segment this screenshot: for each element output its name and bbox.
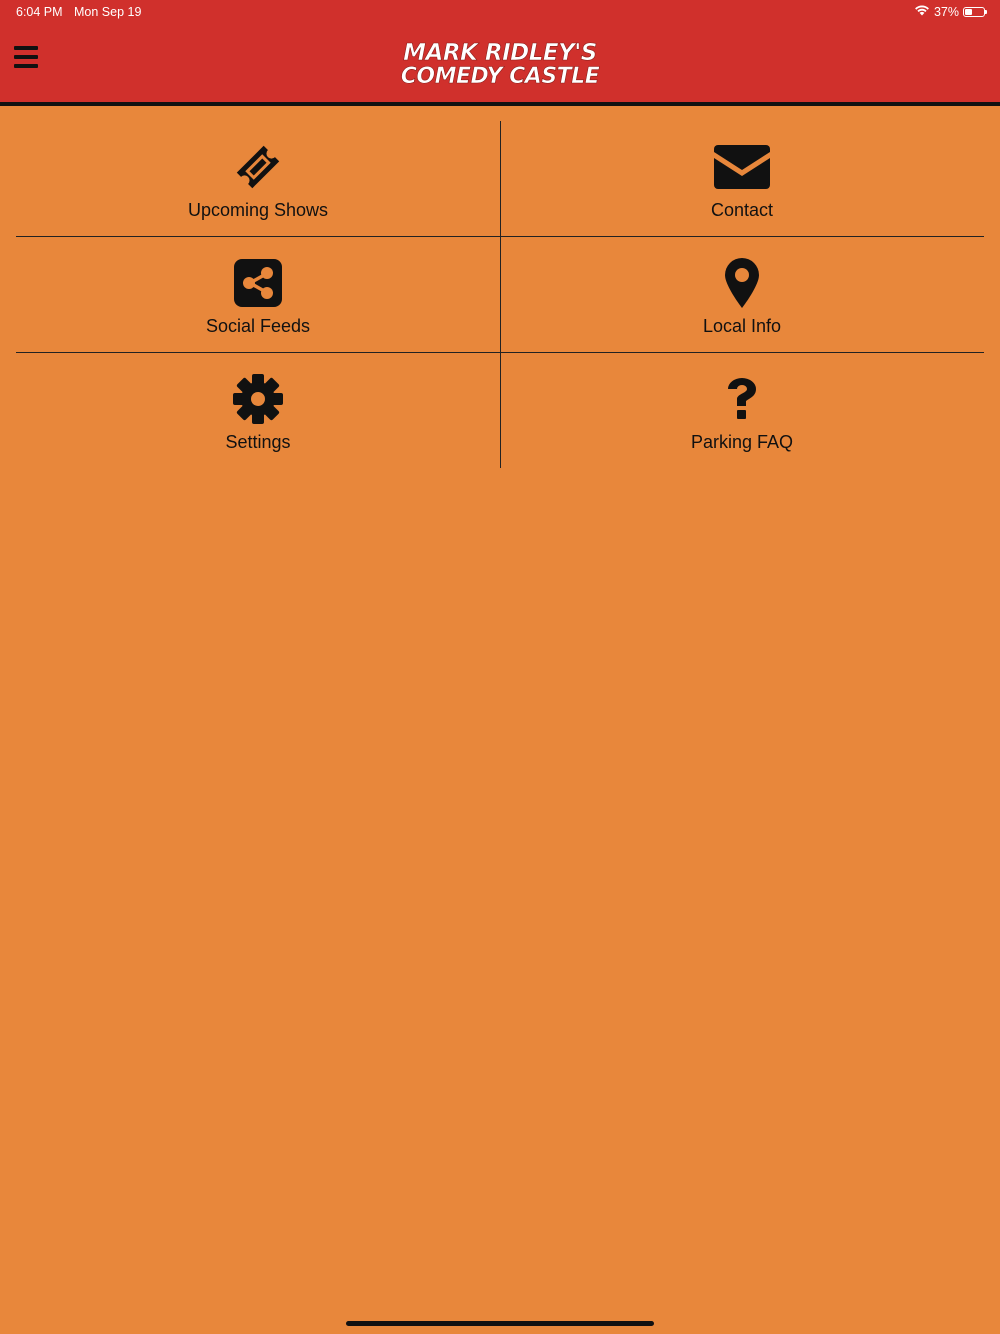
menu-item-label: Contact [710, 200, 774, 220]
battery-icon [963, 7, 985, 17]
menu-item-label: Upcoming Shows [187, 200, 329, 220]
menu-item-contact[interactable] [500, 121, 984, 236]
menu-item-settings[interactable] [16, 353, 500, 468]
question-mark-icon [712, 371, 772, 427]
grid-divider-vertical [500, 121, 501, 468]
menu-item-label: Social Feeds [205, 316, 311, 336]
menu-item-label: Settings [225, 432, 291, 452]
app-header [0, 0, 1000, 106]
battery-fill [965, 9, 972, 15]
envelope-icon [712, 139, 772, 195]
map-pin-icon [712, 255, 772, 311]
battery-percent: 37% [933, 4, 959, 19]
ticket-icon [228, 139, 288, 195]
grid-divider-horizontal [16, 352, 984, 353]
gear-icon [228, 371, 288, 427]
hamburger-menu-icon[interactable] [14, 46, 38, 68]
menu-bar [14, 55, 38, 59]
battery-cap [985, 10, 987, 14]
menu-item-label: Local Info [702, 316, 782, 336]
menu-bar [14, 64, 38, 68]
menu-bar [14, 46, 38, 50]
status-time: 6:04 PM [16, 5, 63, 19]
status-right [914, 4, 985, 19]
comedy-castle-logo [400, 36, 600, 88]
status-date: Mon Sep 19 [74, 5, 142, 19]
wifi-icon [914, 4, 930, 19]
logo-line-2: COMEDY CASTLE [400, 64, 600, 88]
logo-line-1: MARK RIDLEY'S [403, 40, 597, 66]
menu-item-parking-faq[interactable] [500, 353, 984, 468]
menu-item-social-feeds[interactable] [16, 237, 500, 352]
main-menu-grid [16, 121, 984, 468]
menu-item-upcoming-shows[interactable] [16, 121, 500, 236]
menu-item-local-info[interactable] [500, 237, 984, 352]
home-indicator[interactable] [346, 1321, 654, 1326]
status-bar [0, 0, 1000, 24]
grid-divider-horizontal [16, 236, 984, 237]
share-icon [228, 255, 288, 311]
menu-item-label: Parking FAQ [690, 432, 794, 452]
